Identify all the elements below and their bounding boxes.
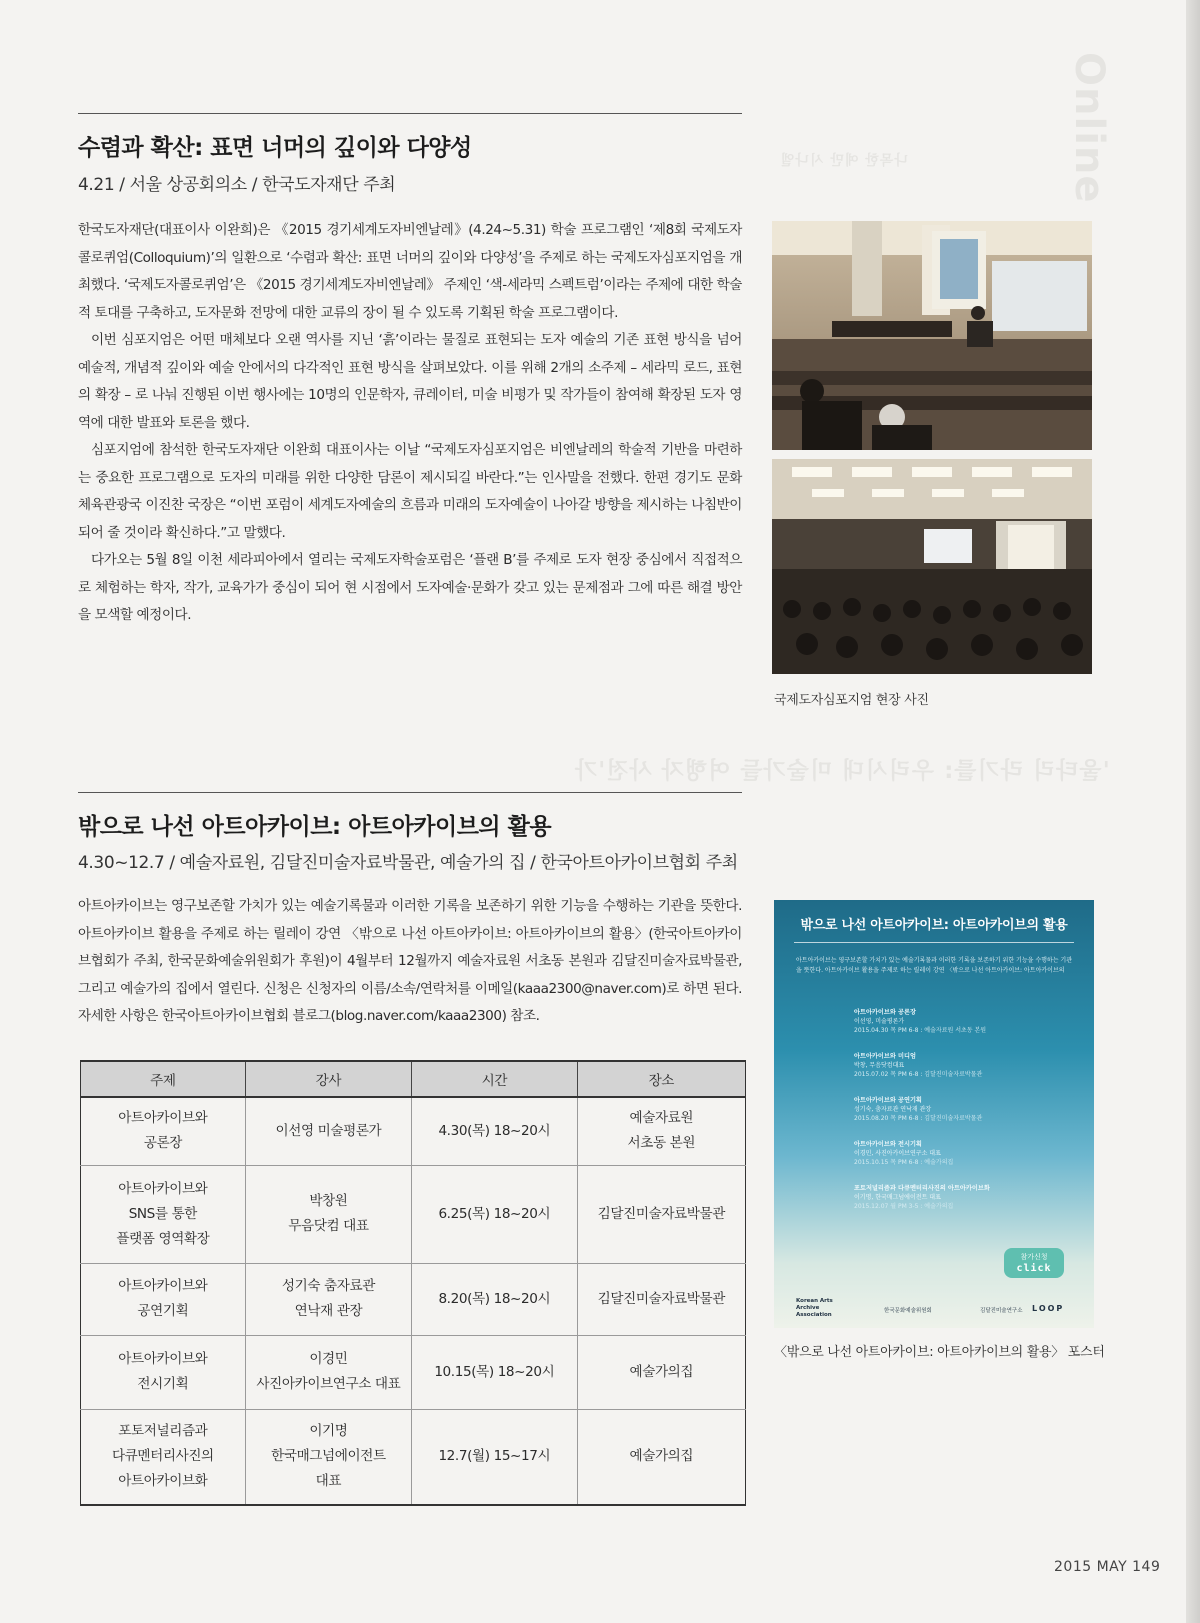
table-cell-speaker: 성기숙 춤자료관 연낙재 관장	[245, 1263, 411, 1335]
column-header: 시간	[412, 1061, 578, 1097]
table-cell-topic: 아트아카이브와 공론장	[81, 1097, 246, 1165]
page-edge	[1186, 0, 1200, 1623]
show-through-text: 나목한 예만 시나엘	[780, 153, 908, 169]
association-logo-text: Korean Arts Archive Association	[796, 1298, 833, 1318]
article-meta: 4.21 / 서울 상공회의소 / 한국도자재단 주최	[78, 175, 396, 195]
audience-image	[772, 459, 1092, 674]
poster-intro: 아트아카이브는 영구보존할 가치가 있는 예술기록물과 이러한 기록을 보존하기 위한 기능을 수행하는 기관을 뜻한다. 아트아카이브 활용을 주제로 하는 릴레이 강연 〈밖으로 나선 아트아카이브: 아트아카이브의	[796, 957, 1072, 974]
poster-item-speaker: 이선영, 미술평론가	[854, 1018, 905, 1025]
poster-item-title: 아트아카이브와 공연기획	[854, 1097, 922, 1104]
poster-divider	[794, 942, 1074, 943]
table-row	[81, 1165, 746, 1263]
table-cell-time: 4.30(목) 18~20시	[412, 1097, 578, 1165]
sponsor-logo-text: 김달진미술연구소	[980, 1308, 1023, 1314]
poster-footer	[796, 1298, 1072, 1320]
poster-item-speaker: 성기숙, 춤자료관 연낙재 관장	[854, 1106, 932, 1113]
poster-item-speaker: 이경민, 사진아카이브연구소 대표	[854, 1150, 941, 1157]
article-body	[78, 217, 742, 630]
page-folio: 2015 MAY 149	[1054, 1559, 1161, 1575]
photo-caption: 국제도자심포지엄 현장 사진	[774, 693, 929, 708]
poster-item-title: 아트아카이브와 미디엄	[854, 1053, 916, 1060]
section-rule	[78, 792, 742, 793]
table-cell-time: 8.20(목) 18~20시	[412, 1263, 578, 1335]
poster-item-speaker: 이기명, 한국매그넘에이전트 대표	[854, 1194, 941, 1201]
paragraph: 다가오는 5월 8일 이천 세라피아에서 열리는 국제도자학술포럼은 ‘플랜 B’를 주제로 도자 현장 중심에서 직접적으로 체험하는 학자, 작가, 교육가가 중심이 되어 현 시점에서 도자예술·문화가 갖고 있는 문제점과 그에 따른 해결 방안을 모색할 예정이다.	[78, 552, 742, 623]
table-cell-speaker: 이선영 미술평론가	[245, 1097, 411, 1165]
poster-item	[854, 1008, 986, 1035]
table-header-row	[81, 1061, 746, 1097]
table-cell-topic: 포토저널리즘과 다큐멘터리사진의 아트아카이브화	[81, 1409, 246, 1505]
poster-item	[854, 1052, 982, 1079]
article-body	[78, 893, 742, 1031]
column-header: 강사	[245, 1061, 411, 1097]
click-text: click	[1016, 1263, 1052, 1274]
poster-item	[854, 1140, 953, 1167]
show-through-text: Online	[1066, 52, 1112, 204]
poster-item	[854, 1184, 990, 1211]
table-cell-venue: 예술가의집	[577, 1409, 745, 1505]
table-cell-venue: 김달진미술자료박물관	[577, 1165, 745, 1263]
column-header: 주제	[81, 1061, 246, 1097]
table-cell-venue: 예술자료원 서초동 본원	[577, 1097, 745, 1165]
table-cell-topic: 아트아카이브와 공연기획	[81, 1263, 246, 1335]
table-cell-topic: 아트아카이브와 전시기획	[81, 1335, 246, 1409]
table-cell-time: 10.15(목) 18~20시	[412, 1335, 578, 1409]
symposium-photo-2	[772, 459, 1092, 674]
table-cell-speaker: 이기명 한국매그넘에이전트 대표	[245, 1409, 411, 1505]
poster-caption: 〈밖으로 나선 아트아카이브: 아트아카이브의 활용〉 포스터	[774, 1345, 1105, 1360]
table-body	[81, 1097, 746, 1505]
table-row	[81, 1409, 746, 1505]
table-cell-topic: 아트아카이브와 SNS를 통한 플랫폼 영역확장	[81, 1165, 246, 1263]
poster-item-title: 아트아카이브와 공론장	[854, 1009, 916, 1016]
paragraph: 심포지엄에 참석한 한국도자재단 이완희 대표이사는 이날 “국제도자심포지엄은 비엔날레의 학술적 기반을 마련하는 중요한 프로그램으로 도자의 미래를 위한 다양한 담론이 제시되길 바란다.”는 인사말을 전했다. 한편 경기도 문화체육관광국 이진찬 국장은 “이번 포럼이 세계도자예술의 흐름과 미래의 도자예술이 나아갈 방향을 제시하는 나침반이 되어 줄 것이라 확신하다.”고 말했다.	[78, 442, 742, 541]
table-cell-time: 12.7(월) 15~17시	[412, 1409, 578, 1505]
poster-item-title: 아트아카이브와 전시기획	[854, 1141, 922, 1148]
lecture-schedule-table	[80, 1060, 746, 1506]
poster-item-when: 2015.07.02 목 PM 6-8 : 김달진미술자료박물관	[854, 1071, 983, 1078]
show-through-text: '울타리 라기를: 우리시대 미술가들 여행자 사전'가	[574, 758, 1110, 784]
poster-item-when: 2015.12.07 월 PM 3-5 : 예술가의집	[854, 1203, 954, 1210]
conference-hall-image	[772, 221, 1092, 450]
poster-item	[854, 1096, 982, 1123]
event-poster	[774, 900, 1094, 1328]
poster-item-when: 2015.10.15 목 PM 6-8 : 예술가의집	[854, 1159, 954, 1166]
article-title: 수렴과 확산: 표면 너머의 깊이와 다양성	[78, 135, 472, 161]
paragraph: 아트아카이브는 영구보존할 가치가 있는 예술기록물과 이러한 기록을 보존하기 위한 기능을 수행하는 기관을 뜻한다. 아트아카이브 활용을 주제로 하는 릴레이 강연 〈밖으로 나선 아트아카이브: 아트아카이브의 활용〉(한국아트아카이브협회가 주최, 한국문화예술위원회가 후원)이 4월부터 12월까지 예술자료원 서초동 본원과 김달진미술자료박물관, 그리고 예술가의 집에서 열린다. 신청은 신청자의 이름/소속/연락처를 이메일(kaaa2300@naver.com)로 하면 된다. 자세한 사항은 한국아트아카이브협회 블로그(blog.naver.com/kaaa2300) 참조.	[78, 898, 742, 1024]
register-label: 참가신청	[1020, 1253, 1048, 1261]
table-cell-speaker: 박창원 무음닷컴 대표	[245, 1165, 411, 1263]
symposium-photo-1	[772, 221, 1092, 450]
poster-item-speaker: 박창, 무음닷컴대표	[854, 1062, 905, 1069]
loop-logo: LOOP	[1032, 1304, 1065, 1313]
article-title: 밖으로 나선 아트아카이브: 아트아카이브의 활용	[78, 814, 552, 840]
column-header: 장소	[577, 1061, 745, 1097]
table-cell-time: 6.25(목) 18~20시	[412, 1165, 578, 1263]
poster-title: 밖으로 나선 아트아카이브: 아트아카이브의 활용	[800, 918, 1068, 933]
paragraph: 이번 심포지엄은 어떤 매체보다 오랜 역사를 지닌 ‘흙’이라는 물질로 표현되는 도자 예술의 기존 표현 방식을 넘어 예술적, 개념적 깊이와 예술 안에서의 다각적인 표현 방식을 살펴보았다. 이를 위해 2개의 소주제 – 세라믹 로드, 표현의 확장 – 로 나눠 진행된 이번 행사에는 10명의 인문학자, 큐레이터, 미술 비평가 및 작가들이 참여해 확장된 도자 영역에 대한 발표와 토론을 했다.	[78, 332, 742, 431]
paragraph: 한국도자재단(대표이사 이완희)은 《2015 경기세계도자비엔날레》(4.24~5.31) 학술 프로그램인 ‘제8회 국제도자 콜로퀴엄(Colloquium)’의 일환으로 ‘수렴과 확산: 표면 너머의 깊이와 다양성’을 주제로 하는 국제도자심포지엄을 개최했다. ‘국제도자콜로퀴엄’은 《2015 경기세계도자비엔날레》 주제인 ‘색-세라믹 스펙트럼’이라는 주제에 대한 학술적 토대를 구축하고, 도자문화 전망에 대한 교류의 장이 될 수 있도록 기획된 학술 프로그램이다.	[78, 222, 742, 321]
poster-item-when: 2015.08.20 목 PM 6-8 : 김달진미술자료박물관	[854, 1115, 983, 1122]
table-row	[81, 1097, 746, 1165]
poster-item-when: 2015.04.30 목 PM 6-8 : 예술자료원 서초동 본원	[854, 1027, 987, 1034]
table-cell-speaker: 이경민 사진아카이브연구소 대표	[245, 1335, 411, 1409]
section-rule	[78, 113, 742, 114]
article-meta: 4.30~12.7 / 예술자료원, 김달진미술자료박물관, 예술가의 집 / 한국아트아카이브협회 주최	[78, 853, 738, 873]
register-click-button	[1004, 1248, 1064, 1278]
table-cell-venue: 김달진미술자료박물관	[577, 1263, 745, 1335]
host-logo-text: 한국문화예술위원회	[884, 1308, 932, 1314]
table-cell-venue: 예술가의집	[577, 1335, 745, 1409]
table-row	[81, 1335, 746, 1409]
poster-item-title: 포토저널리즘과 다큐멘터리사진의 아트아카이브화	[854, 1185, 990, 1192]
table-row	[81, 1263, 746, 1335]
